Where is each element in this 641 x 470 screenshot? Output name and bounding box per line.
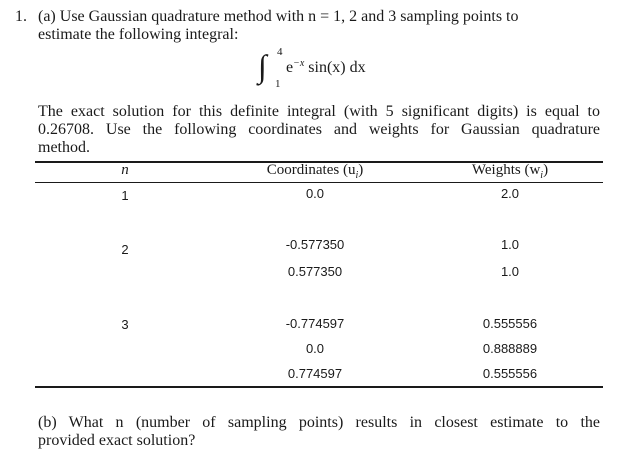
exact-line1: The exact solution for this definite integral (with 5 significant digits) is equal to — [38, 103, 600, 120]
integral-expression — [258, 46, 398, 94]
exact-line3: method. — [38, 139, 90, 156]
exact-line2: 0.26708. Use the following coordinates and weights for Gaussian quadrature — [38, 121, 600, 138]
row1-coord1: 0.0 — [305, 186, 325, 201]
integral-sign: ∫ — [258, 48, 267, 84]
row2-coord2: 0.577350 — [287, 264, 343, 279]
row3-weight3: 0.555556 — [482, 366, 538, 381]
integrand-rest: sin(x) dx — [304, 59, 366, 76]
integrand — [286, 58, 366, 77]
part-a-text-line1: (a) Use Gaussian quadrature method with n = 1, 2 and 3 sampling points to — [38, 8, 519, 25]
part-b-line2: provided exact solution? — [38, 432, 196, 449]
integral-lower-limit: 1 — [275, 78, 281, 90]
row2-coord1: -0.577350 — [285, 237, 345, 252]
table-bottom-rule — [35, 386, 603, 388]
part-a-text-line2: estimate the following integral: — [38, 26, 239, 43]
integrand-base: e — [286, 59, 294, 76]
integral-upper-limit: 4 — [277, 46, 283, 58]
row3-coord3: 0.774597 — [287, 366, 343, 381]
row3-coord1: -0.774597 — [285, 316, 345, 331]
row1-n: 1 — [121, 188, 129, 203]
table-header-rule — [35, 182, 603, 183]
integrand-exponent: −x — [293, 58, 305, 69]
part-b-line1: (b) What n (number of sampling points) results in closest estimate to the — [38, 414, 600, 431]
row2-n: 2 — [121, 242, 129, 257]
row3-weight2: 0.888889 — [482, 341, 538, 356]
row2-weight2: 1.0 — [500, 264, 520, 279]
question-number: 1. — [15, 8, 27, 25]
row3-coord2: 0.0 — [305, 341, 325, 356]
header-weights: Weights $(w_i)$ — [471, 162, 549, 181]
row2-weight1: 1.0 — [500, 237, 520, 252]
exact-solution-paragraph — [38, 103, 600, 157]
header-coordinates: Coordinates $(u_i)$ — [266, 162, 364, 181]
part-b-text — [38, 414, 600, 450]
row3-weight1: 0.555556 — [482, 316, 538, 331]
header-n: n — [121, 162, 129, 178]
row3-n: 3 — [121, 317, 129, 332]
row1-weight1: 2.0 — [500, 186, 520, 201]
